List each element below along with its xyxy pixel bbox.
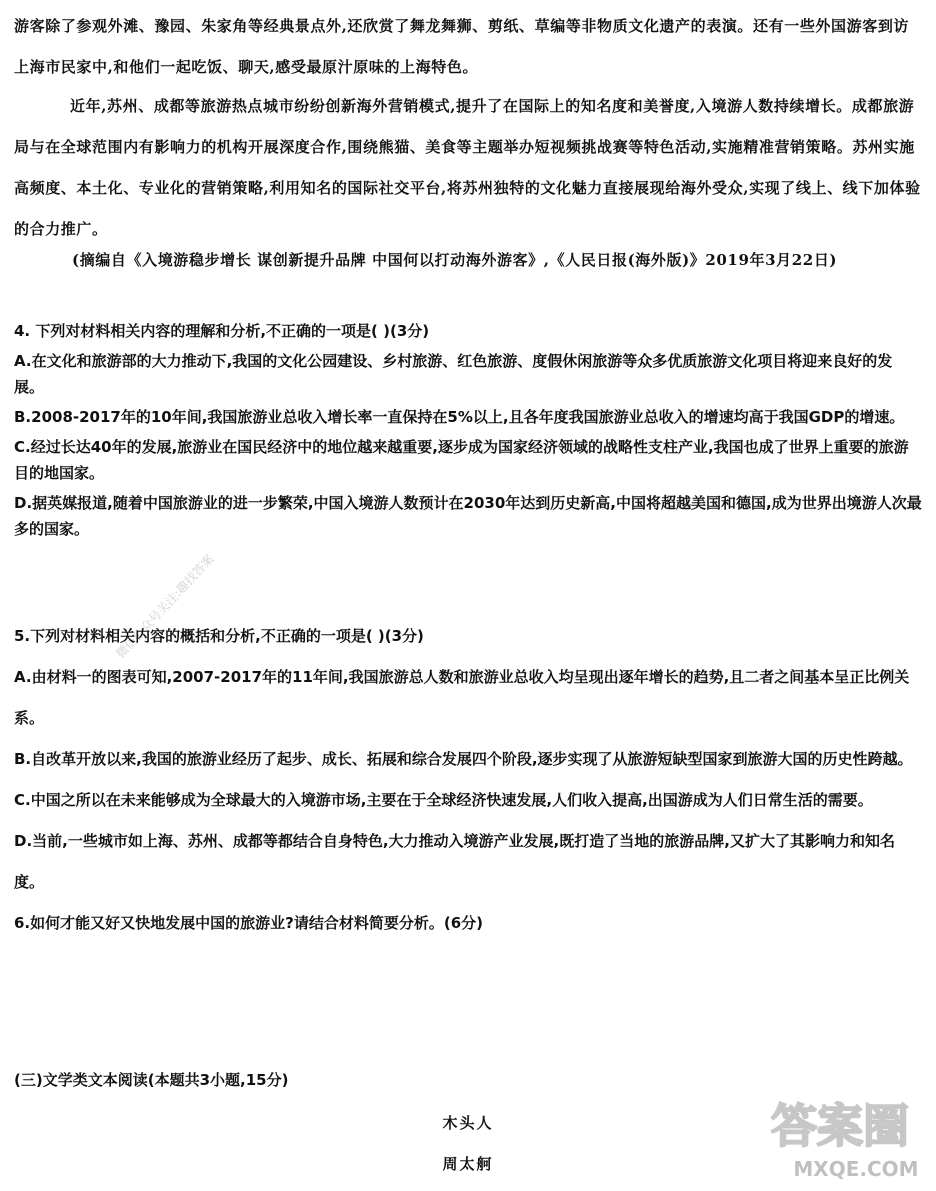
watermark-logo-text: 答案圈 xyxy=(771,1099,909,1153)
question-5-option-a: A.由材料一的图表可知,2007-2017年的11年间,我国旅游总人数和旅游业总收入均呈现出逐年增长的趋势,且二者之间基本呈正比例关系。 xyxy=(14,668,910,727)
question-5-stem: 5.下列对材料相关内容的概括和分析,不正确的一项是( )(3分) xyxy=(14,627,424,645)
question-6-stem: 6.如何才能又好又快地发展中国的旅游业?请结合材料简要分析。(6分) xyxy=(14,914,483,932)
story-author: 周太舸 xyxy=(442,1155,494,1173)
question-4-option-c: C.经过长达40年的发展,旅游业在国民经济中的地位越来越重要,逐步成为国家经济领域的战略性支柱产业,我国也成了世界上重要的旅游目的地国家。 xyxy=(14,438,909,482)
question-4-option-b: B.2008-2017年的10年间,我国旅游业总收入增长率一直保持在5%以上,且各年度我国旅游业总收入的增速均高于我国GDP的增速。 xyxy=(14,408,905,426)
answer-site-watermark-logo xyxy=(752,1086,928,1186)
diagonal-watermark: 微信公众号关注:趣找答案 xyxy=(113,551,217,661)
passage-paragraph-city-marketing: 近年,苏州、成都等旅游热点城市纷纷创新海外营销模式,提升了在国际上的知名度和美誉度,入境游人数持续增长。成都旅游局与在全球范围内有影响力的机构开展深度合作,围绕熊猫、美食等主题举办短视频挑战赛等特色活动,实施精准营销策略。苏州实施高频度、本土化、专业化的营销策略,利用知名的国际社交平台,将苏州独特的文化魅力直接展现给海外受众,实现了线上、线下加体验的合力推广。 xyxy=(14,97,921,238)
question-4 xyxy=(14,318,922,546)
question-5-option-b: B.自改革开放以来,我国的旅游业经历了起步、成长、拓展和综合发展四个阶段,逐步实现了从旅游短缺型国家到旅游大国的历史性跨越。 xyxy=(14,750,913,768)
question-4-option-d: D.据英媒报道,随着中国旅游业的进一步繁荣,中国入境游人数预计在2030年达到历史新高,中国将超越美国和德国,成为世界出境游人次最多的国家。 xyxy=(14,494,922,538)
passage-paragraph-top: 游客除了参观外滩、豫园、朱家角等经典景点外,还欣赏了舞龙舞狮、剪纸、草编等非物质文化遗产的表演。还有一些外国游客到访上海市民家中,和他们一起吃饭、聊天,感受最原汁原味的上海特色。 xyxy=(14,17,910,76)
question-4-stem: 4. 下列对材料相关内容的理解和分析,不正确的一项是( )(3分) xyxy=(14,322,430,340)
question-5-option-c: C.中国之所以在未来能够成为全球最大的入境游市场,主要在于全球经济快速发展,人们收入提高,出国游成为人们日常生活的需要。 xyxy=(14,791,873,809)
question-4-option-a: A.在文化和旅游部的大力推动下,我国的文化公园建设、乡村旅游、红色旅游、度假休闲旅游等众多优质旅游文化项目将迎来良好的发展。 xyxy=(14,352,893,396)
watermark-logo-url: MXQE.COM xyxy=(793,1157,919,1181)
section-heading: (三)文学类文本阅读(本题共3小题,15分) xyxy=(14,1071,289,1089)
question-5-option-d: D.当前,一些城市如上海、苏州、成都等都结合自身特色,大力推动入境游产业发展,既打造了当地的旅游品牌,又扩大了其影响力和知名度。 xyxy=(14,832,895,891)
passage-citation: (摘编自《入境游稳步增长 谋创新提升品牌 中国何以打动海外游客》,《人民日报(海外版)》2019年3月22日) xyxy=(72,251,838,269)
watermark-logo-graphic xyxy=(752,1086,928,1186)
story-title: 木头人 xyxy=(442,1114,494,1132)
question-5-and-6 xyxy=(14,616,922,944)
